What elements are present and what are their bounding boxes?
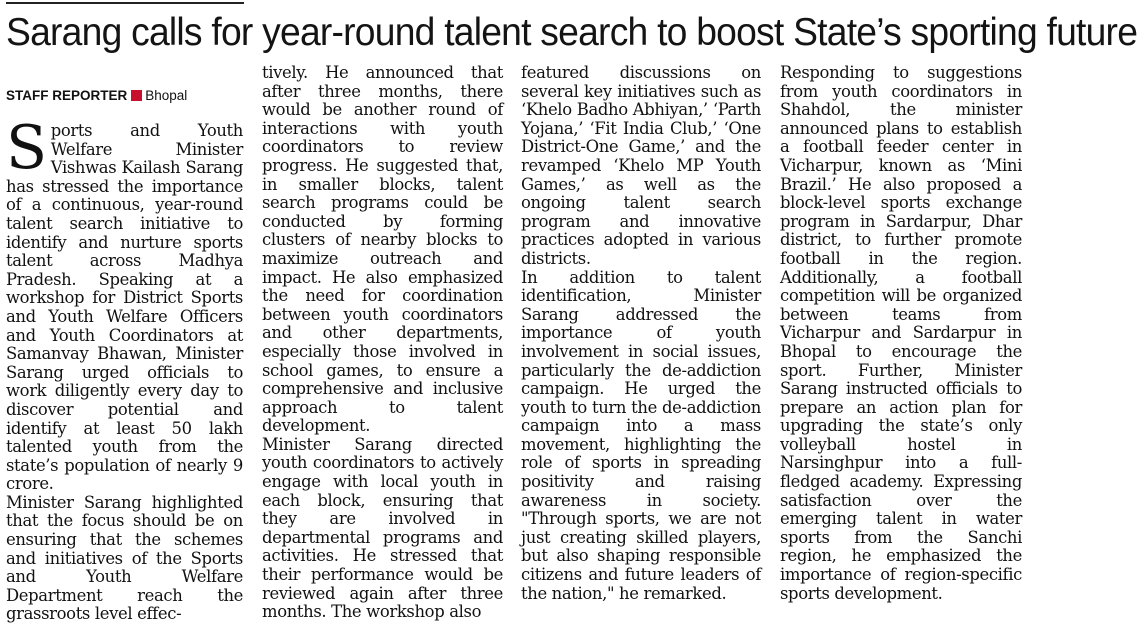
paragraph-grassroots-cont: tively. He announced that after three months, there would be another round of interactions with youth coordinators to review progress. He suggested that, in smaller blocks, talent search programs could be conducted by forming clusters of nearby blocks to maximize outreach and impact. He also emphasized the need for coordination between youth coordinators and other departments, especially those involved in school games, to ensure a comprehensive and inclusive approach to talent development. <box>262 63 503 436</box>
byline-square-icon <box>131 90 142 101</box>
article-column-4 <box>780 64 1022 610</box>
article-column-1 <box>6 64 243 624</box>
paragraph-football: Responding to suggestions from youth coordinators in Shahdol, the minister announced plans to establish a football feeder center in Vicharpur, known as ‘Mini Brazil.’ He also proposed a block-level sports exchange program in Sardarpur, Dhar district, to further promote football in the region. Additionally, a football competition will be organized between teams from Vicharpur and Sardarpur in Bhopal to encourage the sport. Further, Minister Sarang instructed officials to prepare an action plan for upgrading the state’s only volleyball hostel in Narsinghpur into a full-fledged academy. Expressing satisfaction over the emerging talent in water sports from the Sanchi region, he emphasized the importance of region-specific sports development. <box>780 63 1022 603</box>
paragraph-engage-cont: featured discussions on several key initiatives such as ‘Khelo Badho Abhiyan,’ ‘Parth Yojana,’ ‘Fit India Club,’ ‘One District-One Game,’ and the revamped ‘Khelo MP Youth Games,’ as well as the ongoing talent search program and innovative practices adopted in various districts. <box>521 63 761 268</box>
byline <box>6 88 243 104</box>
paragraph-grassroots-start: Minister Sarang highlighted that the focus should be on ensuring that the schemes and initiatives of the Sports and Youth Welfare Department reach the grassroots level effec- <box>6 492 243 624</box>
paragraph-intro <box>6 113 243 494</box>
paragraph-deaddiction: In addition to talent identification, Minister Sarang addressed the importance of youth involvement in social issues, particularly the de-addiction campaign. He urged the youth to turn the de-addiction campaign into a mass movement, highlighting the role of sports in spreading positivity and raising awareness in society. "Through sports, we are not just creating skilled players, but also shaping responsible citizens and future leaders of the nation," he remarked. <box>521 267 761 603</box>
article-column-3 <box>521 64 761 610</box>
drop-cap: S <box>6 113 47 183</box>
paragraph-engage-start: Minister Sarang directed youth coordinators to actively engage with local youth in each block, ensuring that they are involved in departmental programs and activities. He stressed that their performance would be reviewed again after three months. The workshop also <box>262 434 503 622</box>
byline-location: Bhopal <box>145 88 188 103</box>
paragraph-intro-text: ports and Youth Welfare Minister Vishwas Kailash Sarang has stressed the importance of a continuous, year-round talent search initiative to identify and nurture sports talent across Madhya Pradesh. Speaking at a workshop for District Sports and Youth Welfare Officers and Youth Coordinators at Samanvay Bhawan, Minister Sarang urged officials to work diligently every day to discover potential and identify at least 50 lakh talented youth from the state’s population of nearly 9 crore. <box>6 121 243 494</box>
byline-reporter: STAFF REPORTER <box>6 88 128 103</box>
headline: Sarang calls for year-round talent search to boost State’s sporting future <box>6 11 1137 54</box>
article-column-2 <box>262 63 503 622</box>
